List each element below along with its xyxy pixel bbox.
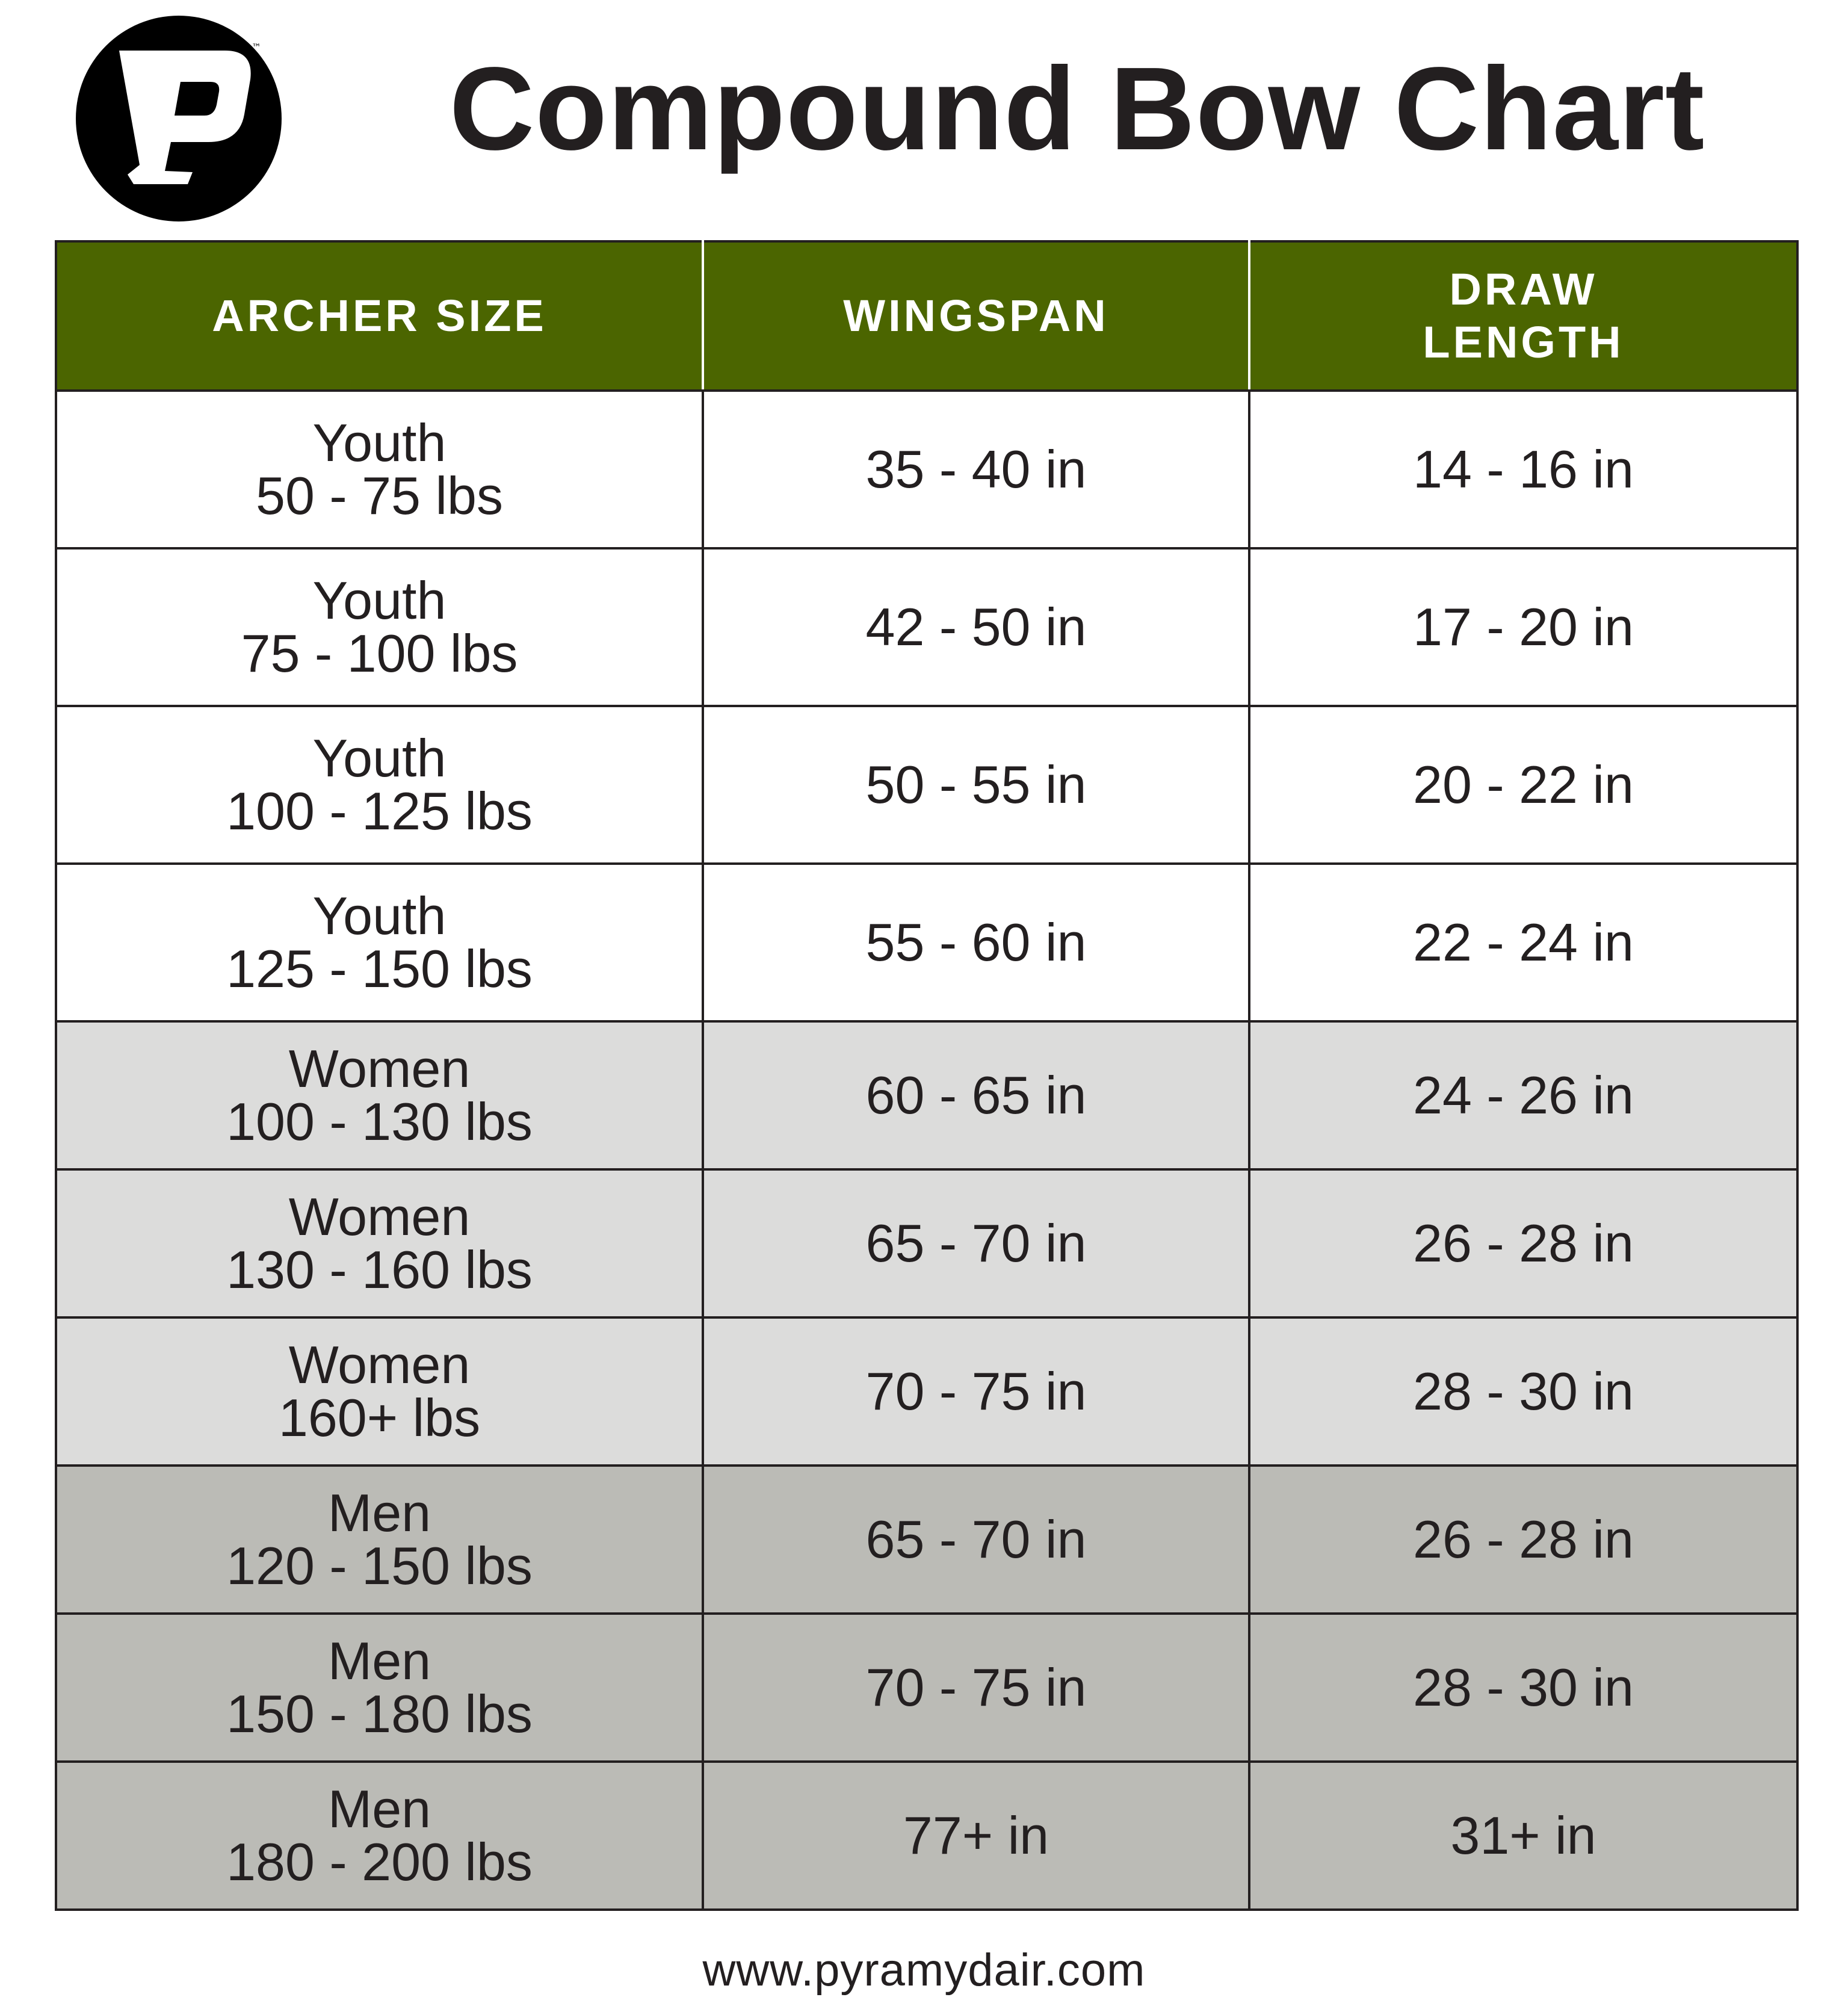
compound-bow-chart-table — [55, 240, 1799, 1911]
table-header-row — [56, 241, 1797, 391]
header-wingspan: WINGSPAN — [703, 241, 1249, 391]
svg-text:™: ™ — [252, 42, 261, 53]
archer-size-cell: Women 100 - 130 lbs — [56, 1021, 703, 1169]
table-row — [56, 1169, 1797, 1317]
draw-length-cell: 31+ in — [1249, 1762, 1797, 1910]
page-title: Compound Bow Chart — [449, 42, 1705, 175]
draw-length-cell: 28 - 30 in — [1249, 1317, 1797, 1466]
pyramyd-p-logo-icon — [75, 14, 283, 223]
table-row — [56, 1466, 1797, 1614]
archer-size-cell: Youth 125 - 150 lbs — [56, 864, 703, 1021]
draw-length-cell: 14 - 16 in — [1249, 391, 1797, 548]
table-row — [56, 1762, 1797, 1910]
wingspan-cell: 65 - 70 in — [703, 1169, 1249, 1317]
header-archer-size: ARCHER SIZE — [56, 241, 703, 391]
draw-length-cell: 22 - 24 in — [1249, 864, 1797, 1021]
table-row — [56, 1021, 1797, 1169]
wingspan-cell: 60 - 65 in — [703, 1021, 1249, 1169]
table-row — [56, 391, 1797, 548]
wingspan-cell: 42 - 50 in — [703, 548, 1249, 706]
archer-size-cell: Women 160+ lbs — [56, 1317, 703, 1466]
wingspan-cell: 77+ in — [703, 1762, 1249, 1910]
table-row — [56, 1614, 1797, 1762]
archer-size-cell: Youth 50 - 75 lbs — [56, 391, 703, 548]
draw-length-cell: 20 - 22 in — [1249, 706, 1797, 864]
draw-length-cell: 17 - 20 in — [1249, 548, 1797, 706]
draw-length-cell: 28 - 30 in — [1249, 1614, 1797, 1762]
archer-size-cell: Youth 100 - 125 lbs — [56, 706, 703, 864]
wingspan-cell: 35 - 40 in — [703, 391, 1249, 548]
wingspan-cell: 65 - 70 in — [703, 1466, 1249, 1614]
wingspan-cell: 70 - 75 in — [703, 1317, 1249, 1466]
archer-size-cell: Men 150 - 180 lbs — [56, 1614, 703, 1762]
draw-length-cell: 26 - 28 in — [1249, 1466, 1797, 1614]
draw-length-cell: 26 - 28 in — [1249, 1169, 1797, 1317]
wingspan-cell: 70 - 75 in — [703, 1614, 1249, 1762]
archer-size-cell: Youth 75 - 100 lbs — [56, 548, 703, 706]
table-row — [56, 548, 1797, 706]
draw-length-cell: 24 - 26 in — [1249, 1021, 1797, 1169]
table-row — [56, 1317, 1797, 1466]
wingspan-cell: 50 - 55 in — [703, 706, 1249, 864]
header-draw-length: DRAW LENGTH — [1249, 241, 1797, 391]
website-url: www.pyramydair.com — [702, 1945, 1146, 1996]
wingspan-cell: 55 - 60 in — [703, 864, 1249, 1021]
archer-size-cell: Women 130 - 160 lbs — [56, 1169, 703, 1317]
table-row — [56, 864, 1797, 1021]
table-row — [56, 706, 1797, 864]
archer-size-cell: Men 180 - 200 lbs — [56, 1762, 703, 1910]
archer-size-cell: Men 120 - 150 lbs — [56, 1466, 703, 1614]
